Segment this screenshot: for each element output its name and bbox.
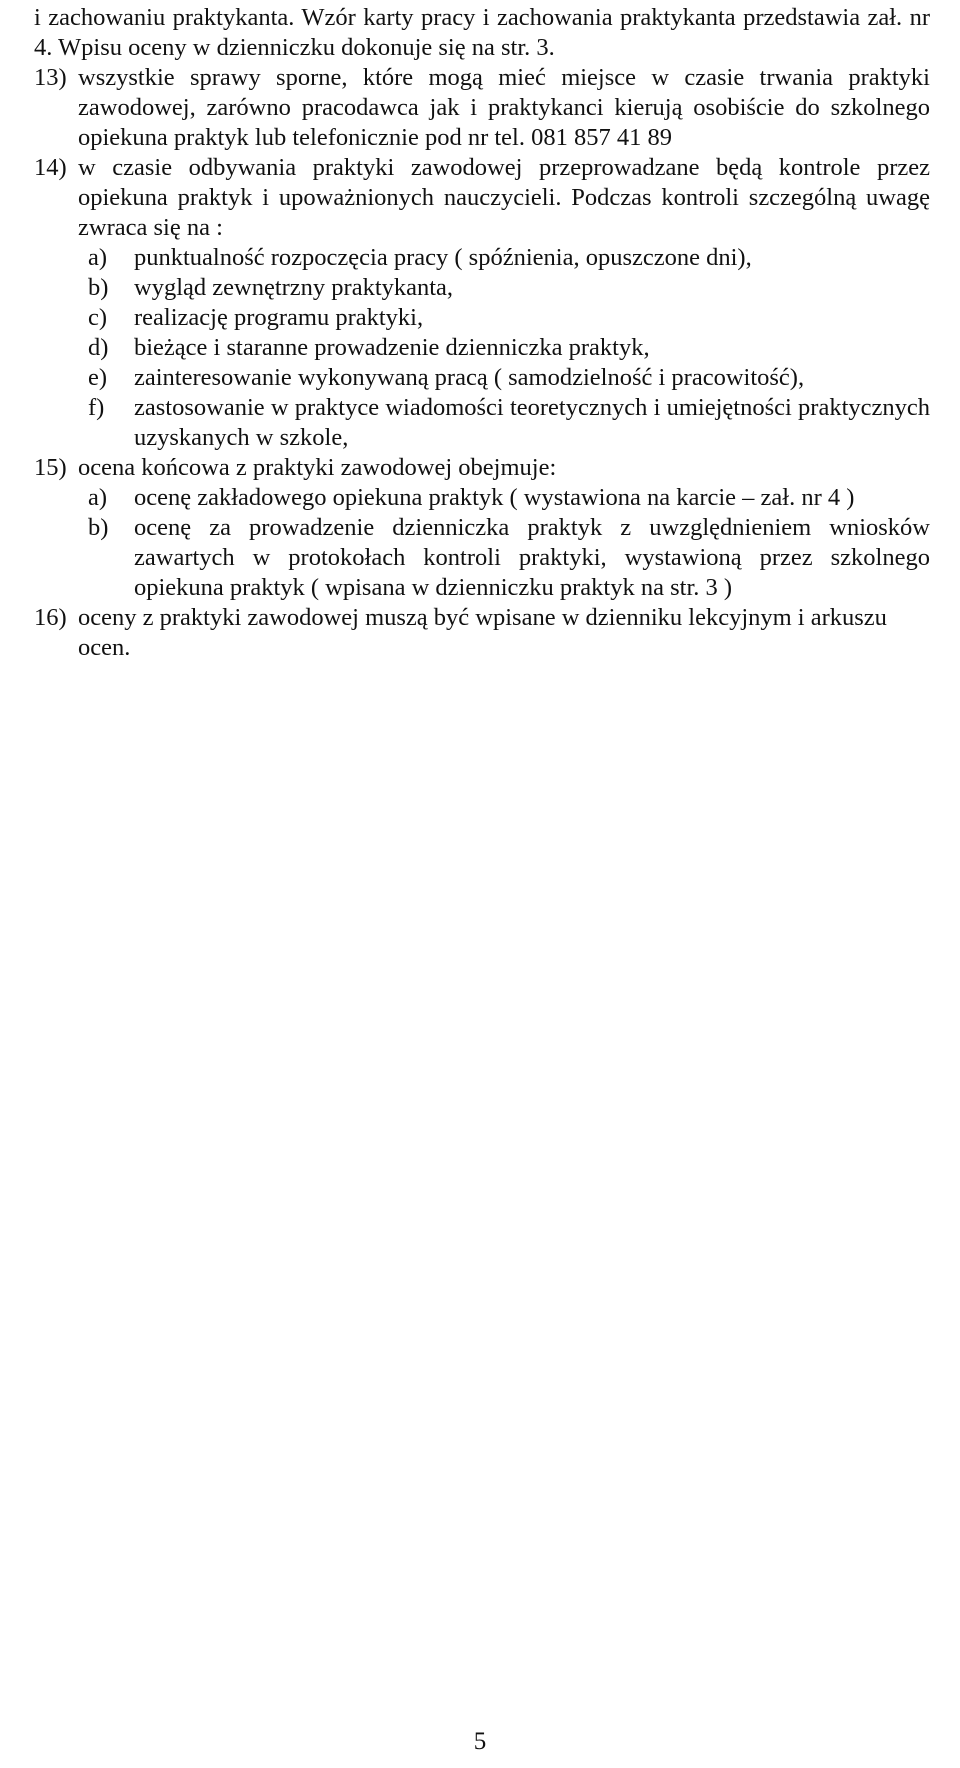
item-text: oceny z praktyki zawodowej muszą być wpisane w dzienniku lekcyjnym i arkuszu ocen. — [78, 604, 887, 661]
sublist-text: punktualność rozpoczęcia pracy ( spóźnienia, opuszczone dni), — [134, 244, 752, 271]
sublist-item — [88, 393, 930, 453]
list-item-13 — [34, 63, 930, 153]
list-item-15 — [34, 453, 930, 483]
sublist-item — [88, 513, 930, 603]
sublist-label: e) — [88, 364, 108, 391]
item-content — [78, 153, 930, 243]
sublist-label: b) — [88, 274, 109, 301]
sublist-label: f) — [88, 394, 105, 421]
item-number: 16) — [34, 604, 67, 631]
sublist-text: zainteresowanie wykonywaną pracą ( samodzielność i pracowitość), — [134, 364, 805, 391]
sublist-label: a) — [88, 484, 108, 511]
sublist-item — [88, 273, 930, 303]
sublist-text: ocenę za prowadzenie dzienniczka praktyk z uwzględnieniem wniosków zawartych w protokołach kontroli praktyki, wystawioną przez szkolnego opiekuna praktyk ( wpisana w dzienniczku praktyk na str. 3 ) — [134, 514, 930, 601]
list-item-16 — [34, 603, 930, 663]
sublist-label: d) — [88, 334, 109, 361]
page-number: 5 — [473, 1728, 487, 1755]
sublist-label: c) — [88, 304, 108, 331]
sublist-item — [88, 363, 930, 393]
sublist-14 — [34, 243, 930, 453]
sublist-item — [88, 333, 930, 363]
sublist-text: ocenę zakładowego opiekuna praktyk ( wystawiona na karcie – zał. nr 4 ) — [134, 484, 855, 511]
sublist-15 — [34, 483, 930, 603]
sublist-item — [88, 243, 930, 273]
item-text: w czasie odbywania praktyki zawodowej przeprowadzane będą kontrole przez opiekuna praktyk i upoważnionych nauczycieli. Podczas kontroli szczególną uwagę zwraca się na : — [78, 154, 930, 241]
sublist-item — [88, 483, 930, 513]
sublist-text: wygląd zewnętrzny praktykanta, — [134, 274, 454, 301]
sublist-text: zastosowanie w praktyce wiadomości teoretycznych i umiejętności praktycznych uzyskanych w szkole, — [134, 394, 930, 451]
document-body — [34, 3, 930, 663]
item-number: 13) — [34, 64, 67, 91]
sublist-text: bieżące i staranne prowadzenie dzienniczka praktyk, — [134, 334, 650, 361]
item-number: 14) — [34, 154, 67, 181]
item-text: wszystkie sprawy sporne, które mogą mieć miejsce w czasie trwania praktyki zawodowej, zarówno pracodawca jak i praktykanci kierują osobiście do szkolnego opiekuna praktyk lub telefonicznie pod nr tel. 081 857 41 89 — [78, 64, 930, 151]
list-item-14 — [34, 153, 930, 243]
sublist-text: realizację programu praktyki, — [134, 304, 424, 331]
sublist-item — [88, 303, 930, 333]
sublist-label: b) — [88, 514, 109, 541]
intro-paragraph: i zachowaniu praktykanta. Wzór karty pracy i zachowania praktykanta przedstawia zał. nr 4. Wpisu oceny w dzienniczku dokonuje się na str. 3. — [34, 4, 930, 61]
item-number: 15) — [34, 454, 67, 481]
item-text: ocena końcowa z praktyki zawodowej obejmuje: — [78, 454, 557, 481]
sublist-label: a) — [88, 244, 108, 271]
